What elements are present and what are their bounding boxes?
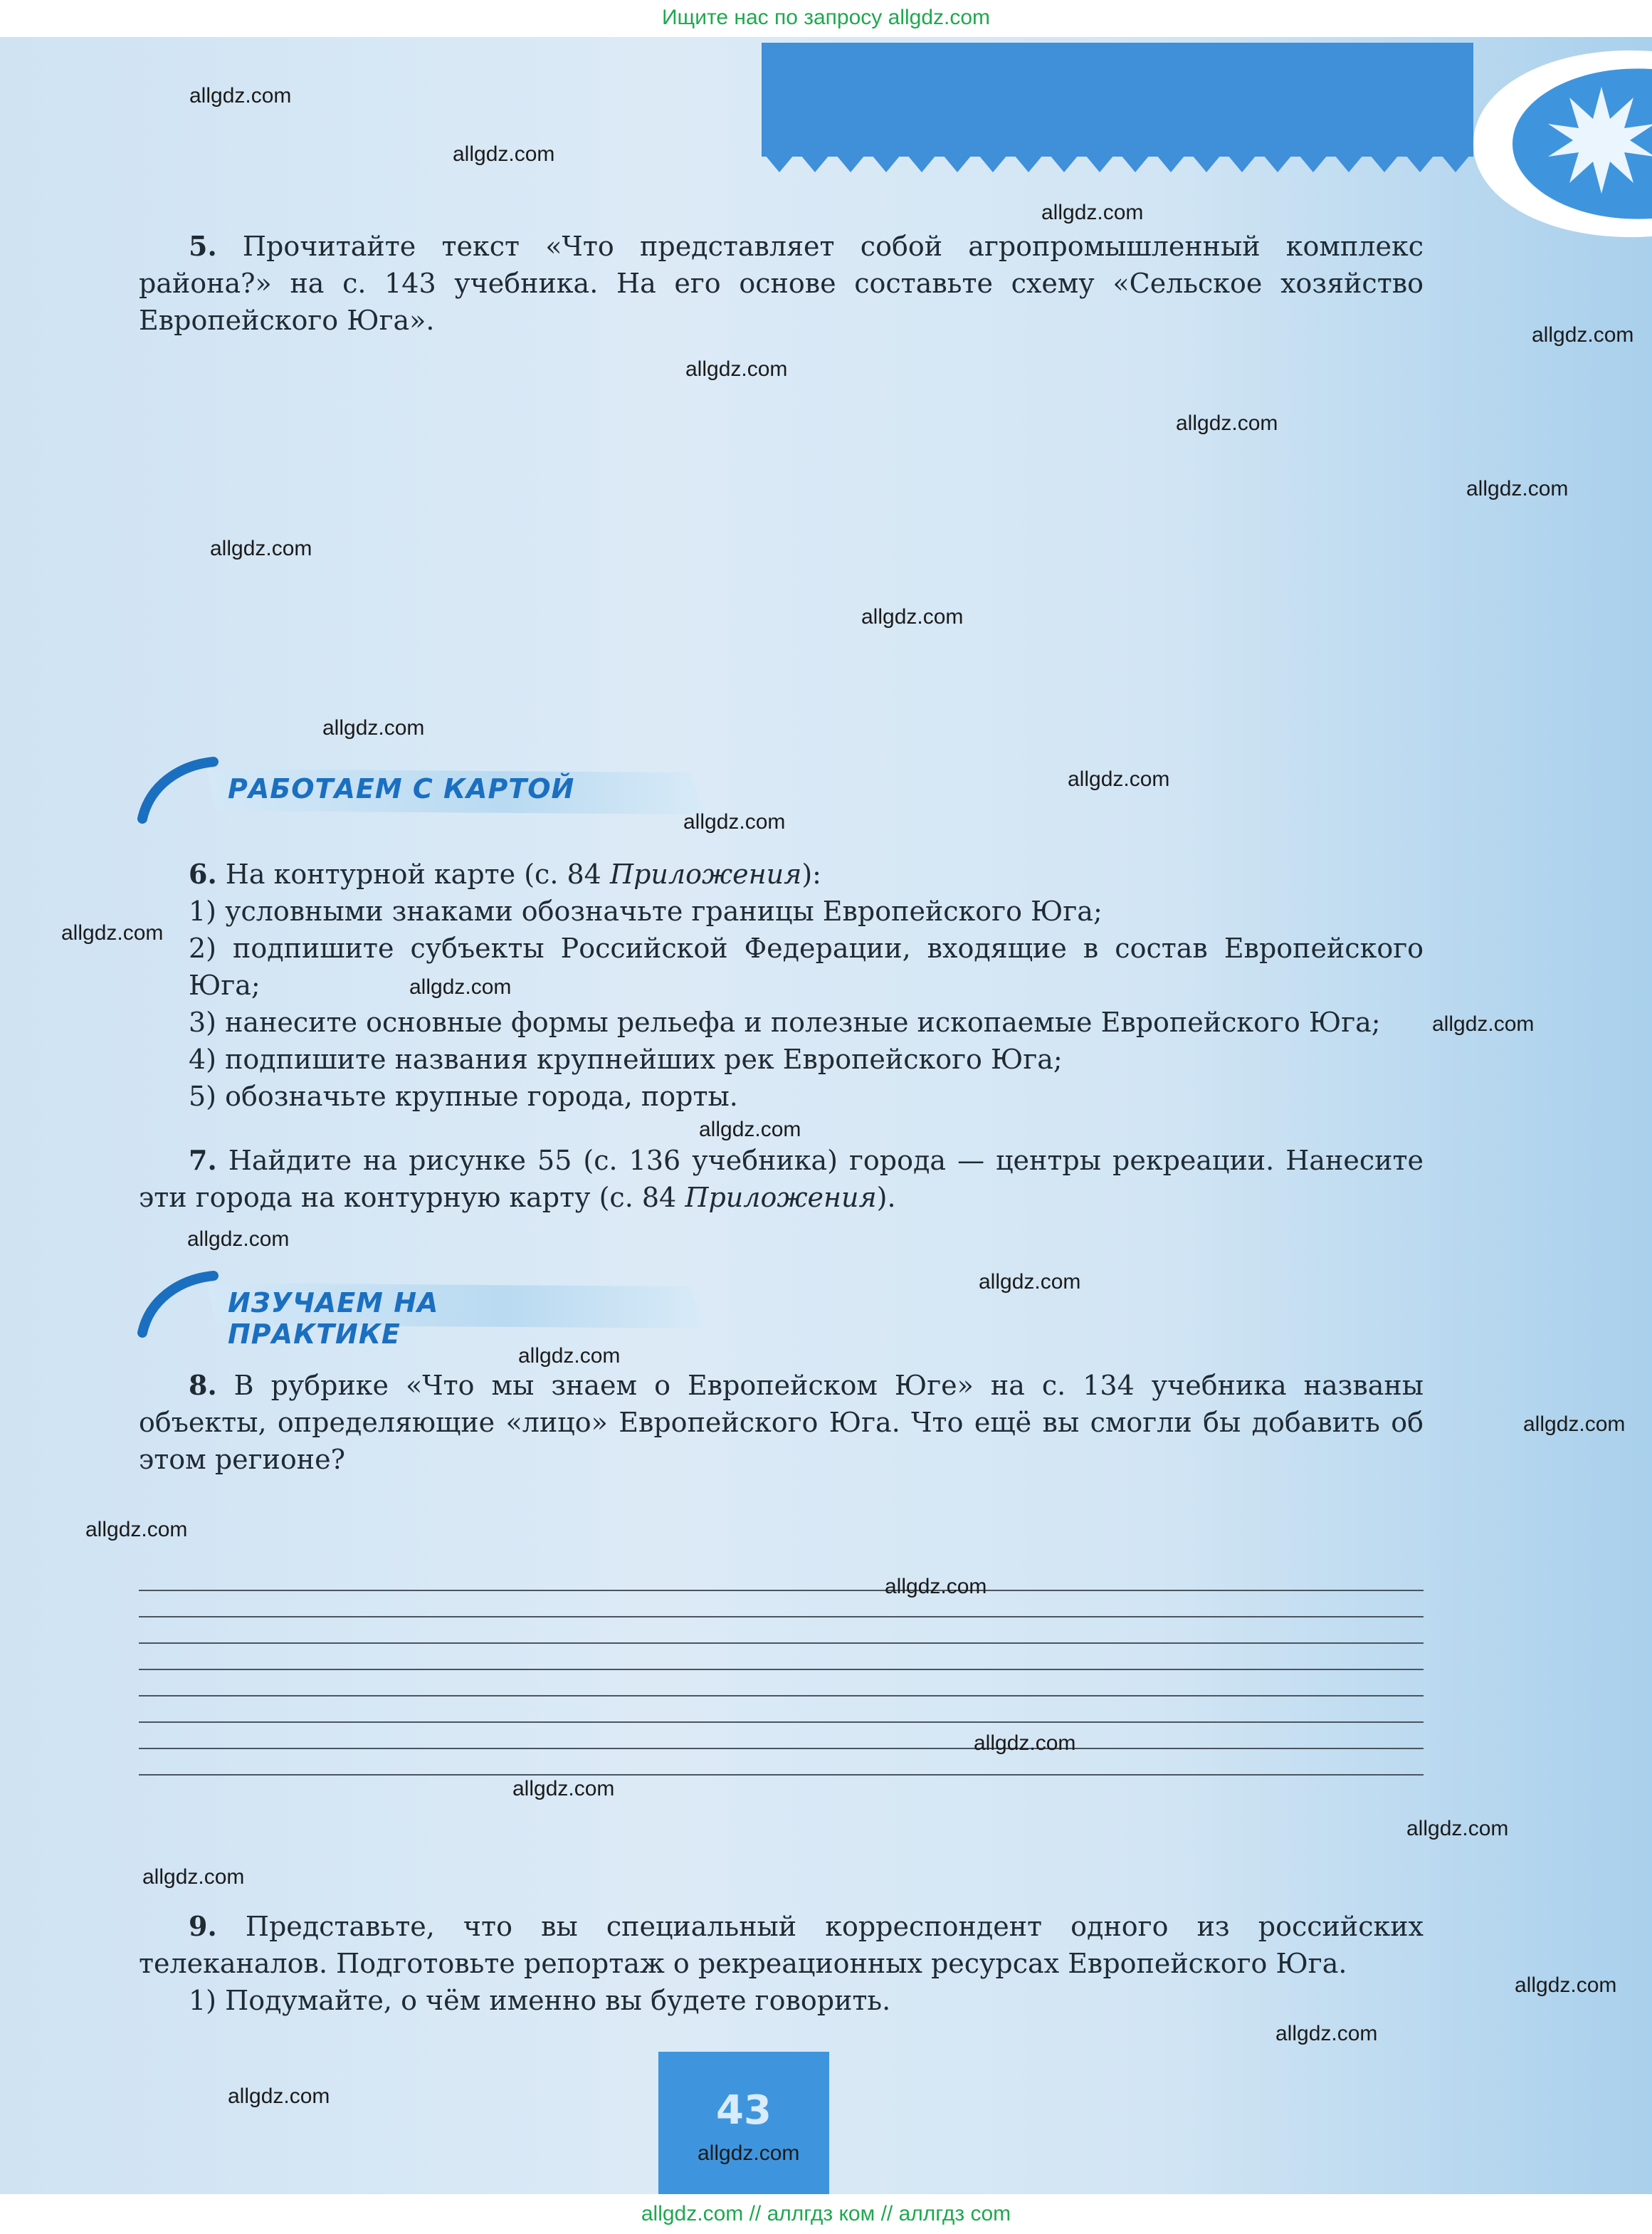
watermark: allgdz.com (518, 1344, 621, 1368)
task-9-text: Представьте, что вы специальный корреспондент одного из российских телеканалов. Подготовьте репортаж о рекреационных ресурсах Европейского Юга. (139, 1911, 1424, 1979)
watermark: allgdz.com (1275, 2022, 1378, 2045)
watermark: allgdz.com (974, 1731, 1076, 1755)
watermark: allgdz.com (61, 921, 164, 945)
watermark: allgdz.com (210, 537, 312, 560)
task-7 (139, 1142, 1424, 1216)
watermark: allgdz.com (1532, 323, 1634, 347)
bottom-banner[interactable]: allgdz.com // аллгдз ком // аллгдз com (0, 2194, 1652, 2234)
top-banner[interactable]: Ищите нас по запросу allgdz.com (0, 0, 1652, 37)
watermark: allgdz.com (1041, 201, 1144, 224)
page-number: 43 (716, 2087, 772, 2134)
watermark: allgdz.com (1523, 1412, 1626, 1436)
task-6-intro-italic: Приложения (609, 859, 802, 890)
task-6-intro-end: ): (801, 859, 821, 890)
task-7-text: Найдите на рисунке 55 (с. 136 учебника) города — центры рекреации. Нанесите эти города на контурную карту (с. 84 (139, 1145, 1424, 1213)
answer-line[interactable] (139, 1694, 1424, 1697)
task-5-text: Прочитайте текст «Что представляет собой агропромышленный комплекс района?» на с. 143 учебника. На его основе составьте схему «Сельское хозяйство Европейского Юга». (139, 231, 1424, 336)
task-6-intro: На контурной карте (с. 84 (225, 859, 601, 890)
watermark: allgdz.com (453, 142, 555, 166)
answer-line[interactable] (139, 1589, 1424, 1591)
answer-line[interactable] (139, 1773, 1424, 1776)
answer-line[interactable] (139, 1747, 1424, 1749)
header-zigzag-edge (762, 151, 1473, 179)
task-8-number: 8. (189, 1369, 217, 1401)
header-decoration (762, 43, 1473, 157)
answer-line[interactable] (139, 1642, 1424, 1644)
task-9-item: 1) Подумайте, о чём именно вы будете говорить. (189, 1985, 891, 2016)
task-8 (139, 1367, 1424, 1478)
watermark: allgdz.com (322, 716, 425, 740)
section-arc-icon (135, 1269, 235, 1340)
watermark: allgdz.com (187, 1227, 290, 1251)
section-header-map (135, 755, 584, 819)
watermark: allgdz.com (1176, 411, 1278, 435)
watermark: allgdz.com (885, 1575, 987, 1598)
watermark: allgdz.com (1432, 1012, 1535, 1036)
answer-line[interactable] (139, 1668, 1424, 1670)
section-title-map: РАБОТАЕМ С КАРТОЙ (228, 773, 575, 804)
watermark: allgdz.com (512, 1777, 615, 1800)
watermark: allgdz.com (189, 84, 292, 107)
watermark: allgdz.com (1406, 1817, 1509, 1840)
page-number-box (658, 2052, 829, 2215)
watermark: allgdz.com (685, 357, 788, 381)
task-7-text-end: ). (876, 1182, 896, 1213)
section-header-practice (135, 1269, 584, 1350)
watermark: allgdz.com (1515, 1973, 1617, 1997)
watermark: allgdz.com (979, 1270, 1081, 1294)
answer-line[interactable] (139, 1615, 1424, 1617)
watermark: allgdz.com (1068, 767, 1170, 791)
task-6-number: 6. (189, 858, 217, 890)
watermark: allgdz.com (409, 975, 512, 999)
answer-line[interactable] (139, 1721, 1424, 1723)
watermark: allgdz.com (699, 1118, 801, 1141)
task-8-text: В рубрике «Что мы знаем о Европейском Юге» на с. 134 учебника названы объекты, определяющие «лицо» Европейского Юга. Что ещё вы смогли бы добавить об этом регионе? (139, 1370, 1424, 1475)
watermark: allgdz.com (683, 810, 786, 834)
star-emblem (1438, 37, 1652, 251)
watermark: allgdz.com (85, 1518, 188, 1541)
watermark: allgdz.com (142, 1865, 245, 1889)
textbook-page (0, 37, 1652, 2194)
watermark: allgdz.com (1466, 477, 1569, 500)
task-7-number: 7. (189, 1144, 217, 1176)
task-9 (139, 1908, 1424, 2019)
task-6-item: 4) подпишите названия крупнейших рек Европейского Юга; (189, 1044, 1063, 1075)
watermark: allgdz.com (228, 2084, 330, 2108)
task-9-number: 9. (189, 1910, 217, 1942)
watermark: allgdz.com (861, 605, 964, 629)
task-6-item: 3) нанесите основные формы рельефа и полезные ископаемые Европейского Юга; (189, 1007, 1381, 1038)
task-6-item: 2) подпишите субъекты Российской Федерации, входящие в состав Европейского Юга; (189, 933, 1424, 1001)
watermark: allgdz.com (698, 2141, 800, 2165)
task-6-item: 1) условными знаками обозначьте границы Европейского Юга; (189, 896, 1103, 927)
section-arc-icon (135, 755, 235, 826)
task-5 (139, 228, 1424, 339)
answer-lines[interactable] (139, 1589, 1424, 1800)
task-6-item: 5) обозначьте крупные города, порты. (189, 1081, 738, 1112)
task-5-number: 5. (189, 230, 217, 262)
section-title-practice: ИЗУЧАЕМ НА ПРАКТИКЕ (228, 1287, 439, 1350)
task-7-italic: Приложения (685, 1182, 877, 1213)
task-6 (139, 856, 1424, 1115)
